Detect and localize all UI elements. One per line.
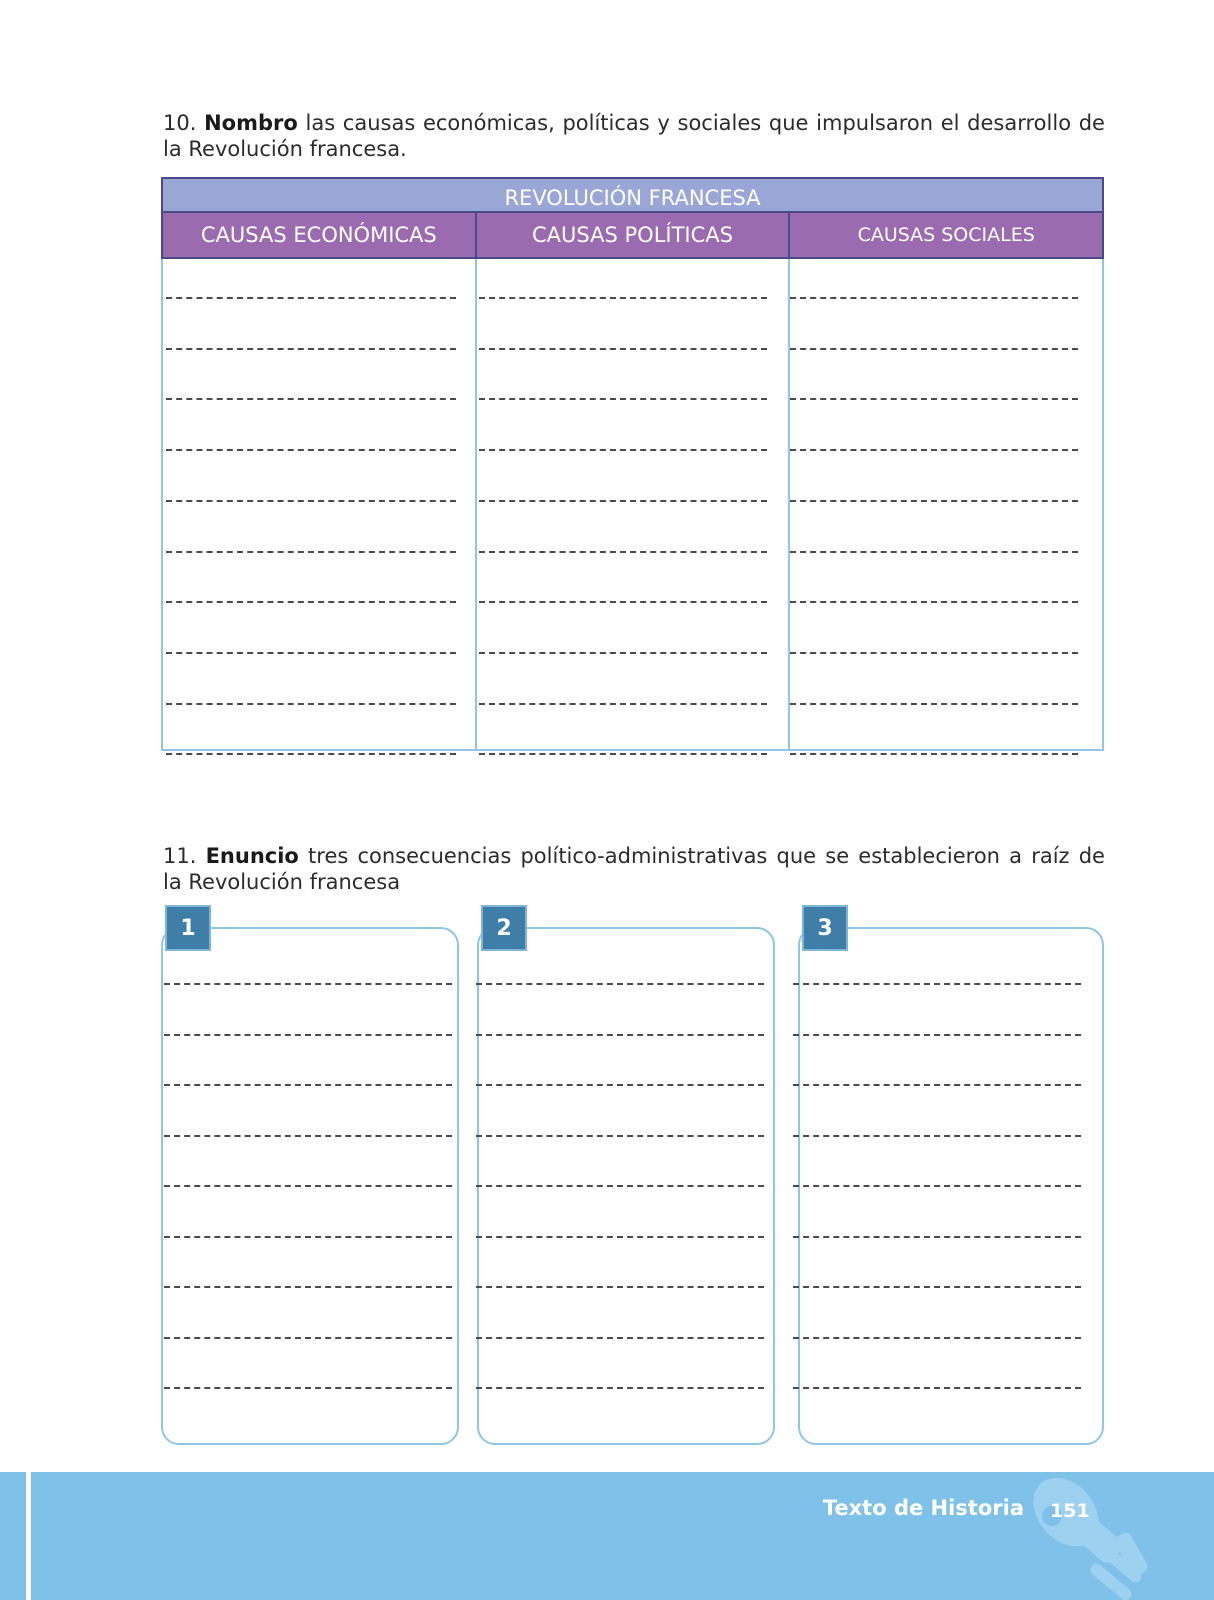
writing-line xyxy=(479,551,767,553)
writing-line xyxy=(476,1034,764,1036)
table-body xyxy=(161,259,1104,751)
question-11-verb: Enuncio xyxy=(205,844,299,868)
writing-line xyxy=(479,449,767,451)
writing-line xyxy=(166,449,456,451)
writing-line xyxy=(476,1387,764,1389)
writing-line xyxy=(164,1387,452,1389)
question-10 xyxy=(163,110,1105,162)
writing-line xyxy=(166,348,456,350)
writing-line xyxy=(790,348,1078,350)
question-10-number: 10. xyxy=(163,111,197,135)
writing-line xyxy=(166,551,456,553)
writing-line xyxy=(164,1286,452,1288)
consequence-boxes xyxy=(161,905,1104,1445)
writing-line xyxy=(790,601,1078,603)
writing-line xyxy=(476,1286,764,1288)
writing-line xyxy=(166,297,456,299)
badge-3: 3 xyxy=(802,905,848,951)
writing-line xyxy=(793,1034,1081,1036)
writing-line xyxy=(790,652,1078,654)
writing-line xyxy=(166,500,456,502)
writing-line xyxy=(164,1185,452,1187)
revolution-causes-table xyxy=(161,177,1104,751)
writing-line xyxy=(164,1337,452,1339)
page-number: 151 xyxy=(1050,1500,1090,1522)
writing-line xyxy=(166,398,456,400)
badge-2: 2 xyxy=(481,905,527,951)
writing-line xyxy=(479,297,767,299)
social-causes-column[interactable] xyxy=(788,259,1102,749)
economic-causes-column[interactable] xyxy=(163,259,475,749)
question-11 xyxy=(163,843,1105,895)
writing-line xyxy=(479,652,767,654)
question-10-text: las causas económicas, políticas y sociales que impulsaron el desarrollo de la Revolución francesa. xyxy=(163,111,1105,161)
question-11-text: tres consecuencias político-administrativas que se establecieron a raíz de la Revolución francesa xyxy=(163,844,1105,894)
writing-line xyxy=(793,983,1081,985)
question-10-verb: Nombro xyxy=(204,111,298,135)
badge-1: 1 xyxy=(165,905,211,951)
writing-line xyxy=(793,1135,1081,1137)
rocket-icon xyxy=(1026,1472,1166,1600)
writing-line xyxy=(164,1236,452,1238)
writing-line xyxy=(476,1084,764,1086)
writing-line xyxy=(790,297,1078,299)
writing-line xyxy=(793,1387,1081,1389)
writing-line xyxy=(166,652,456,654)
footer-divider xyxy=(26,1472,31,1600)
writing-line xyxy=(166,601,456,603)
writing-line xyxy=(790,398,1078,400)
writing-line xyxy=(790,551,1078,553)
question-11-number: 11. xyxy=(163,844,197,868)
writing-line xyxy=(793,1337,1081,1339)
writing-line xyxy=(479,348,767,350)
writing-line xyxy=(479,753,767,755)
writing-line xyxy=(164,1135,452,1137)
writing-line xyxy=(476,983,764,985)
writing-line xyxy=(476,1185,764,1187)
writing-line xyxy=(164,983,452,985)
writing-line xyxy=(793,1084,1081,1086)
writing-line xyxy=(166,703,456,705)
writing-line xyxy=(793,1236,1081,1238)
table-header-row xyxy=(161,213,1104,259)
writing-line xyxy=(479,703,767,705)
writing-line xyxy=(479,500,767,502)
writing-line xyxy=(790,753,1078,755)
writing-line xyxy=(793,1286,1081,1288)
writing-line xyxy=(166,753,456,755)
political-causes-column[interactable] xyxy=(475,259,789,749)
header-economic-causes: CAUSAS ECONÓMICAS xyxy=(161,213,477,259)
writing-line xyxy=(476,1236,764,1238)
table-title: REVOLUCIÓN FRANCESA xyxy=(161,177,1104,213)
header-social-causes: CAUSAS SOCIALES xyxy=(790,213,1104,259)
writing-line xyxy=(164,1084,452,1086)
writing-line xyxy=(479,398,767,400)
page-footer xyxy=(0,1472,1214,1600)
writing-line xyxy=(790,500,1078,502)
writing-line xyxy=(790,449,1078,451)
writing-line xyxy=(793,1185,1081,1187)
footer-book-title: Texto de Historia xyxy=(822,1496,1024,1520)
writing-line xyxy=(479,601,767,603)
header-political-causes: CAUSAS POLÍTICAS xyxy=(477,213,791,259)
writing-line xyxy=(476,1135,764,1137)
writing-line xyxy=(790,703,1078,705)
writing-line xyxy=(164,1034,452,1036)
writing-line xyxy=(476,1337,764,1339)
